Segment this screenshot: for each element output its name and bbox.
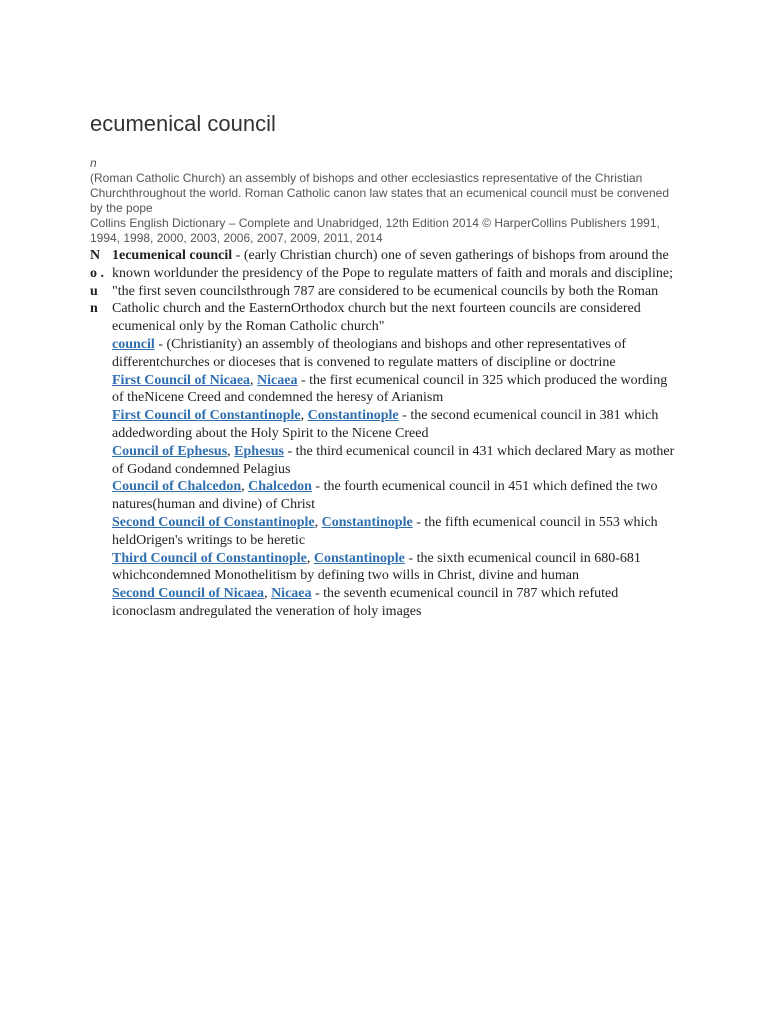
related-entry: First Council of Nicaea, Nicaea - the first ecumenical council in 325 which produced the wording of theNicene Creed and condemned the heresy of Arianism (112, 372, 668, 406)
head-def-text: - (early Christian church) one of seven gatherings of bishops from around the known worldunder the presidency of the Pope to regulate matters of faith and morals and discipline; "the first seven councilsthrough 787 are considered to be ecumenical councils by both the Roman Catholic church and the EasternOrthodox church but the next fourteen councils are considered ecumenical only by the Roman Catholic church" (112, 248, 674, 335)
head-term: ecumenical council (119, 248, 233, 263)
related-entry (112, 336, 677, 372)
entry-link[interactable]: Council of Ephesus (112, 443, 228, 459)
entry-link[interactable]: Nicaea (257, 372, 298, 388)
entry-link[interactable]: Council of Chalcedon (112, 479, 242, 495)
entry-def: - the seventh ecumenical council in 787 which refuted iconoclasm andregulated the veneration of holy images (112, 586, 619, 619)
entry-link[interactable]: Ephesus (234, 443, 284, 459)
entry-link[interactable]: First Council of Constantinople (112, 408, 301, 424)
entry-link[interactable]: Second Council of Constantinople (112, 514, 315, 530)
entry-link[interactable]: Third Council of Constantinople (112, 550, 307, 566)
head-definition (112, 247, 677, 336)
entry-def: - the sixth ecumenical council in 680-681 whichcondemned Monothelitism by defining two wills in Christ, divine and human (112, 550, 641, 584)
wordnet-definitions (112, 247, 677, 621)
entry-link[interactable]: Constantinople (321, 514, 413, 530)
entry-def: - the second ecumenical council in 381 which addedwording about the Holy Spirit to the Nicene Creed (112, 408, 659, 441)
entry-def: - the first ecumenical council in 325 which produced the wording of theNicene Creed and condemned the heresy of Arianism (112, 372, 668, 406)
entry-link[interactable]: Second Council of Nicaea (112, 586, 265, 602)
noun-label (90, 247, 106, 318)
collins-definition: (Roman Catholic Church) an assembly of bishops and other ecclesiastics representative of the Christian Churchthroughout the world. Roman Catholic canon law states that an ecumenical council must be convened by the pope (90, 171, 669, 215)
entry-def: - the fifth ecumenical council in 553 which heldOrigen's writings to be heretic (112, 514, 658, 548)
entry-link[interactable]: Nicaea (271, 586, 312, 602)
related-entry: Council of Chalcedon, Chalcedon - the fourth ecumenical council in 451 which defined the two natures(human and divine) of Christ (112, 479, 658, 513)
collins-entry (90, 156, 680, 246)
entry-def: - the third ecumenical council in 431 which declared Mary as mother of Godand condemned Pelagius (112, 443, 675, 477)
entry-link[interactable]: council (112, 336, 155, 352)
part-of-speech: n (90, 156, 97, 170)
noun-letter: n (90, 301, 98, 317)
entry-def: - (Christianity) an assembly of theologians and bishops and other representatives of differentchurches or dioceses that is convened to regulate matters of discipline or doctrine (112, 336, 627, 370)
collins-source: Collins English Dictionary – Complete and Unabridged, 12th Edition 2014 © HarperCollins Publishers 1991, 1994, 1998, 2000, 2003, 2006, 2007, 2009, 2011, 2014 (90, 216, 660, 245)
entry-link[interactable]: First Council of Nicaea (112, 372, 251, 388)
related-entry: Third Council of Constantinople, Constantinople - the sixth ecumenical council in 680-681 whichcondemned Monothelitism by defining two wills in Christ, divine and human (112, 550, 641, 584)
sense-number: 1 (112, 248, 119, 263)
page-title: ecumenical council (90, 111, 276, 136)
entry-link[interactable]: Constantinople (307, 408, 399, 424)
noun-letter: N (90, 248, 101, 263)
related-entry: Second Council of Constantinople, Constantinople - the fifth ecumenical council in 553 which heldOrigen's writings to be heretic (112, 514, 658, 548)
entry-def: - the fourth ecumenical council in 451 which defined the two natures(human and divine) of Christ (112, 479, 658, 513)
noun-letter: o . (90, 265, 104, 281)
related-entry: Council of Ephesus, Ephesus - the third ecumenical council in 431 which declared Mary as mother of Godand condemned Pelagius (112, 443, 675, 477)
noun-letter: u (90, 283, 98, 299)
entry-link[interactable]: Constantinople (313, 550, 405, 566)
related-entry: First Council of Constantinople, Constantinople - the second ecumenical council in 381 which addedwording about the Holy Spirit to the Nicene Creed (112, 408, 659, 441)
related-entry: Second Council of Nicaea, Nicaea - the seventh ecumenical council in 787 which refuted iconoclasm andregulated the veneration of holy images (112, 586, 619, 619)
entry-link[interactable]: Chalcedon (248, 479, 312, 495)
